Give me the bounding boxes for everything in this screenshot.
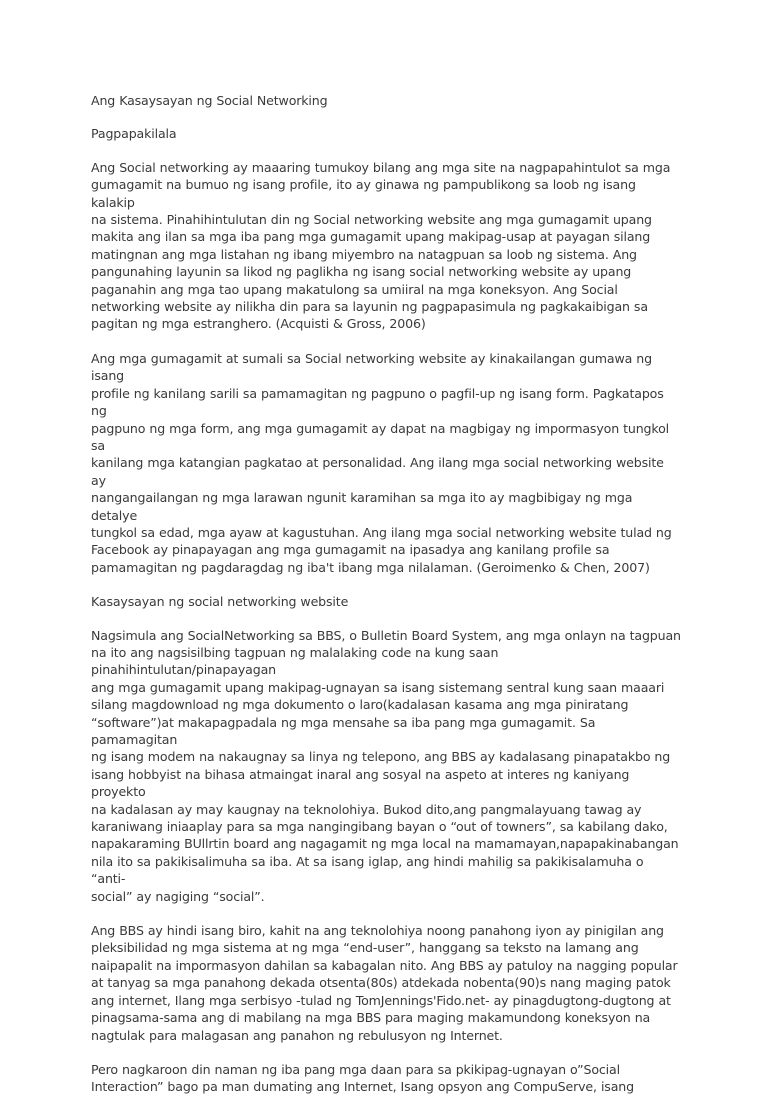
document-title: Ang Kasaysayan ng Social Networking — [91, 93, 328, 108]
paragraph: Nagsimula ang SocialNetworking sa BBS, o Bulletin Board System, ang mga onlayn na tagpuan na ito ang nagsisilbing tagpuan ng malalaking code na kung saan pinahihintulutan/pinapayagan ang mga gumagamit upang makipag-ugnayan sa isang sistemang sentral kung saan maaari silang magdownload ng mga dokumento o laro(kadalasan kasama ang mga piniratang “software”)at makapagpadala ng mga mensahe sa iba pang mga gumagamit. Sa pamamagitan ng isang modem na nakaugnay sa linya ng telepono, ang BBS ay kadalasang pinapatakbo ng isang hobbyist na bihasa atmaingat inaral ang sosyal na aspeto at interes ng kaniyang proyekto na kadalasan ay may kaugnay na teknolohiya. Bukod dito,ang pangmalayuang tawag ay karaniwang iniaaplay para sa mga nangingibang bayan o “out of towners”, sa kabilang dako, napakaraming BUllrtin board ang nagagamit ng mga local na mamamayan,napapakinabangan nila ito sa pakikisalimuha sa iba. At sa isang iglap, ang hindi mahilig sa pakikisalamuha o “anti- social” ay nagiging “social”. — [91, 627, 681, 904]
section-heading-history: Kasaysayan ng social networking website — [91, 594, 349, 610]
paragraph: Pero nagkaroon din naman ng iba pang mga daan para sa pkikipag-ugnayan o”Social Interaction” bago pa man dumating ang Internet, Isang opsyon ang CompuServe, isang — [91, 1061, 634, 1095]
document-body — [91, 92, 681, 1113]
section-heading-introduction: Pagpapakilala — [91, 126, 177, 142]
paragraph: Ang Social networking ay maaaring tumukoy bilang ang mga site na nagpapahintulot sa mga gumagamit na bumuo ng isang profile, ito ay ginawa ng pampublikong sa loob ng isang kalakip na sistema. Pinahihintulutan din ng Social networking website ang mga gumagamit upang makita ang ilan sa mga iba pang mga gumagamit upang makipag-usap at payagan silang matingnan ang mga listahan ng ibang miyembro na natagpuan sa loob ng sistema. Ang pangunahing layunin sa likod ng paglikha ng isang social networking website ay upang paganahin ang mga tao upang makatulong sa umiiral na mga koneksyon. Ang Social networking website ay nilikha din para sa layunin ng pagpapasimula ng pagkakaibigan sa pagitan ng mga estranghero. (Acquisti & Gross, 2006) — [91, 159, 671, 332]
paragraph: Ang mga gumagamit at sumali sa Social networking website ay kinakailangan gumawa ng isang profile ng kanilang sarili sa pamamagitan ng pagpuno o pagfil-up ng isang form. Pagkatapos ng pagpuno ng mga form, ang mga gumagamit ay dapat na magbigay ng impormasyon tungkol sa kanilang mga katangian pagkatao at personalidad. Ang ilang mga social networking website ay nangangailangan ng mga larawan ngunit karamihan sa mga ito ay magbibigay ng mga detalye tungkol sa edad, mga ayaw at kagustuhan. Ang ilang mga social networking website tulad ng Facebook ay pinapayagan ang mga gumagamit na ipasadya ang kanilang profile sa pamamagitan ng pagdaragdag ng iba't ibang mga nilalaman. (Geroimenko & Chen, 2007) — [91, 350, 672, 575]
paragraph: Ang BBS ay hindi isang biro, kahit na ang teknolohiya noong panahong iyon ay pinigilan ang pleksibilidad ng mga sistema at ng mga “end-user”, hanggang sa teksto na lamang ang naipapalit na impormasyon dahilan sa kabagalan nito. Ang BBS ay patuloy na nagging popular at tanyag sa mga panahong dekada otsenta(80s) atdekada nobenta(90)s nang maging patok ang internet, Ilang mga serbisyo -tulad ng TomJennings'Fido.net- ay pinagdugtong-dugtong at pinagsama-sama ang di mabilang na mga BBS para maging makamundong koneksyon na nagtulak para malagasan ang panahon ng rebulusyon ng Internet. — [91, 923, 678, 1043]
